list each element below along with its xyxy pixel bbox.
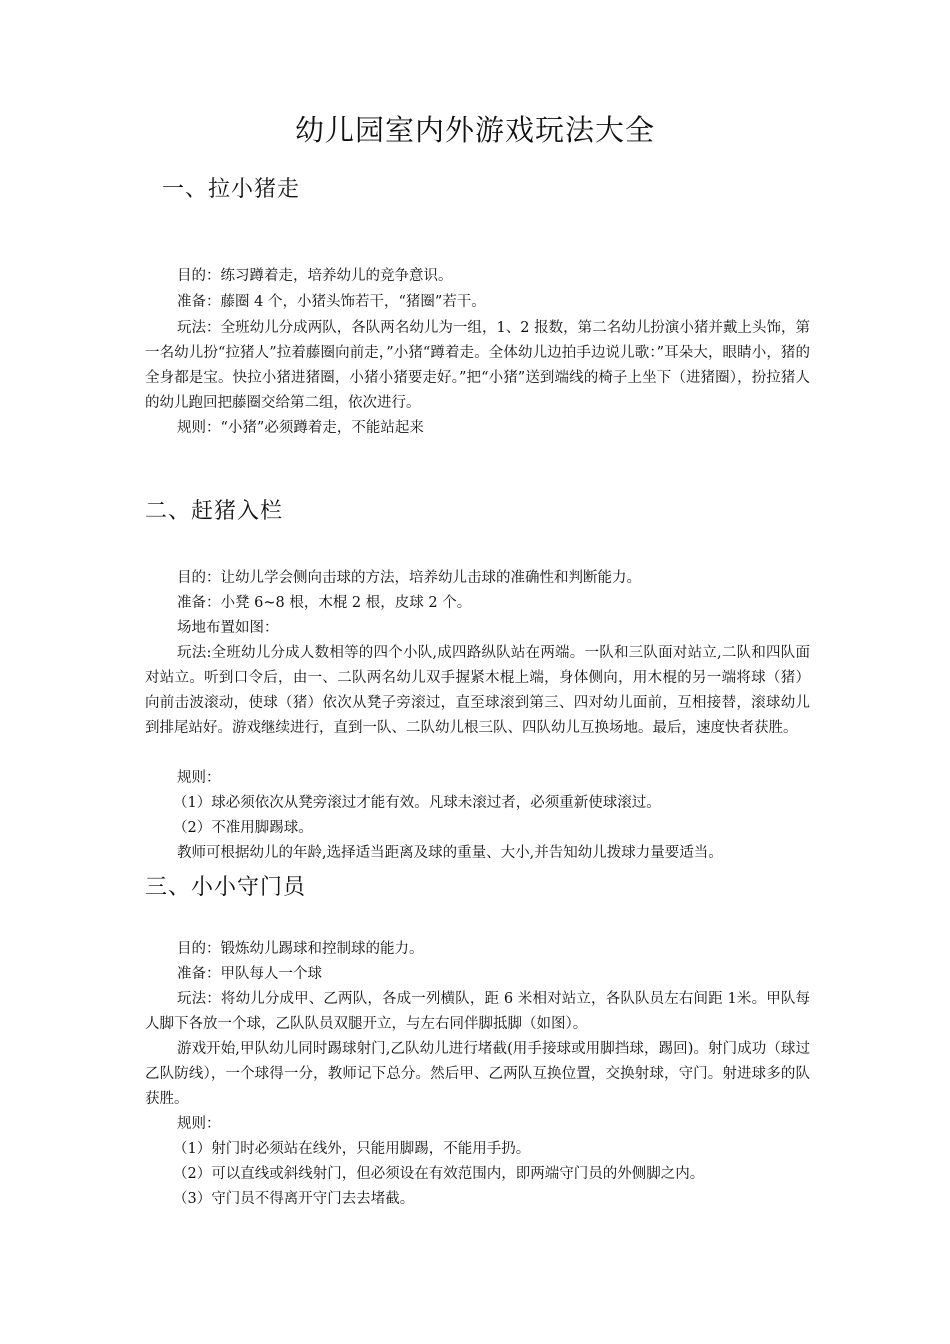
section-3-prep: 准备：甲队每人一个球	[177, 966, 322, 982]
section-2-play: 玩法:全班幼儿分成人数相等的四个小队,成四路纵队站在两端。一队和三队面对站立,二队和四队面对站立。听到口令后，由一、二队两名幼儿双手握紧木棍上端，身体侧向，用木棍的另一端将球（猪）向前击波滚动，使球（猪）依次从凳子旁滚过，直至球滚到第三、四对幼儿面前，互相接替，滚球幼儿到排尾站好。游戏继续进行，直到一队、二队幼儿根三队、四队幼儿互换场地。最后，速度快者获胜。	[145, 645, 810, 736]
section-2-purpose: 目的：让幼儿学会侧向击球的方法，培养幼儿击球的准确性和判断能力。	[177, 570, 641, 586]
section-1-play: 玩法：全班幼儿分成两队，各队两名幼儿为一组，1、2 报数，第二名幼儿扮演小猪并戴上头饰，第一名幼儿扮“拉猪人”拉着藤圈向前走，”小猪“蹲着走。全体幼儿边拍手边说儿歌：”耳朵大，眼睛小，猪的全身都是宝。快拉小猪进猪圈，小猪小猪要走好。”把“小猪”送到端线的椅子上坐下（进猪圈），扮拉猪人的幼儿跑回把藤圈交给第二组，依次进行。	[145, 320, 810, 411]
section-1-prep: 准备：藤圈 4 个，小猪头饰若干，“猪圈”若干。	[177, 294, 486, 310]
section-3-play: 玩法：将幼儿分成甲、乙两队，各成一列横队，距 6 米相对站立，各队队员左右间距 1米。甲队每人脚下各放一个球，乙队队员双腿开立，与左右同伴脚抵脚（如图）。	[145, 991, 810, 1032]
section-1-heading: 一、拉小猪走	[162, 177, 301, 202]
section-2-rules-label: 规则：	[177, 770, 221, 786]
section-2-note: 教师可根据幼儿的年龄,选择适当距离及球的重量、大小,并告知幼儿拨球力量要适当。	[177, 845, 723, 861]
section-3-heading: 三、小小守门员	[145, 875, 307, 900]
page-title: 幼儿园室内外游戏玩法大全	[294, 113, 655, 147]
section-3-play-2: 游戏开始,甲队幼儿同时踢球射门,乙队幼儿进行堵截(用手接球或用脚挡球，踢回)。射门成功（球过乙队防线），一个球得一分，教师记下总分。然后甲、乙两队互换位置，交换射球，守门。射进球多的队获胜。	[145, 1041, 810, 1107]
section-3-rule-2: （2）可以直线或斜线射门，但必须设在有效范围内，即两端守门员的外侧脚之内。	[173, 1166, 705, 1182]
section-3-rule-1: （1）射门时必须站在线外，只能用脚踢，不能用手扔。	[173, 1141, 531, 1157]
section-2-rule-1: （1）球必须依次从凳旁滚过才能有效。凡球未滚过者，必须重新使球滚过。	[173, 795, 661, 811]
section-1-purpose: 目的：练习蹲着走，培养幼儿的竞争意识。	[177, 268, 453, 284]
section-2-rule-2: （2）不准用脚踢球。	[173, 820, 313, 836]
section-3-rules-label: 规则：	[177, 1116, 221, 1132]
section-1-rules: 规则：“小猪”必须蹲着走，不能站起来	[177, 420, 424, 436]
section-2-prep: 准备：小凳 6~8 根，木棍 2 根，皮球 2 个。	[177, 595, 472, 611]
section-2-heading: 二、赶猪入栏	[145, 499, 284, 524]
section-3-rule-3: （3）守门员不得离开守门去去堵截。	[173, 1191, 415, 1207]
section-2-layout: 场地布置如图：	[177, 620, 279, 636]
section-3-purpose: 目的：锻炼幼儿踢球和控制球的能力。	[177, 941, 424, 957]
